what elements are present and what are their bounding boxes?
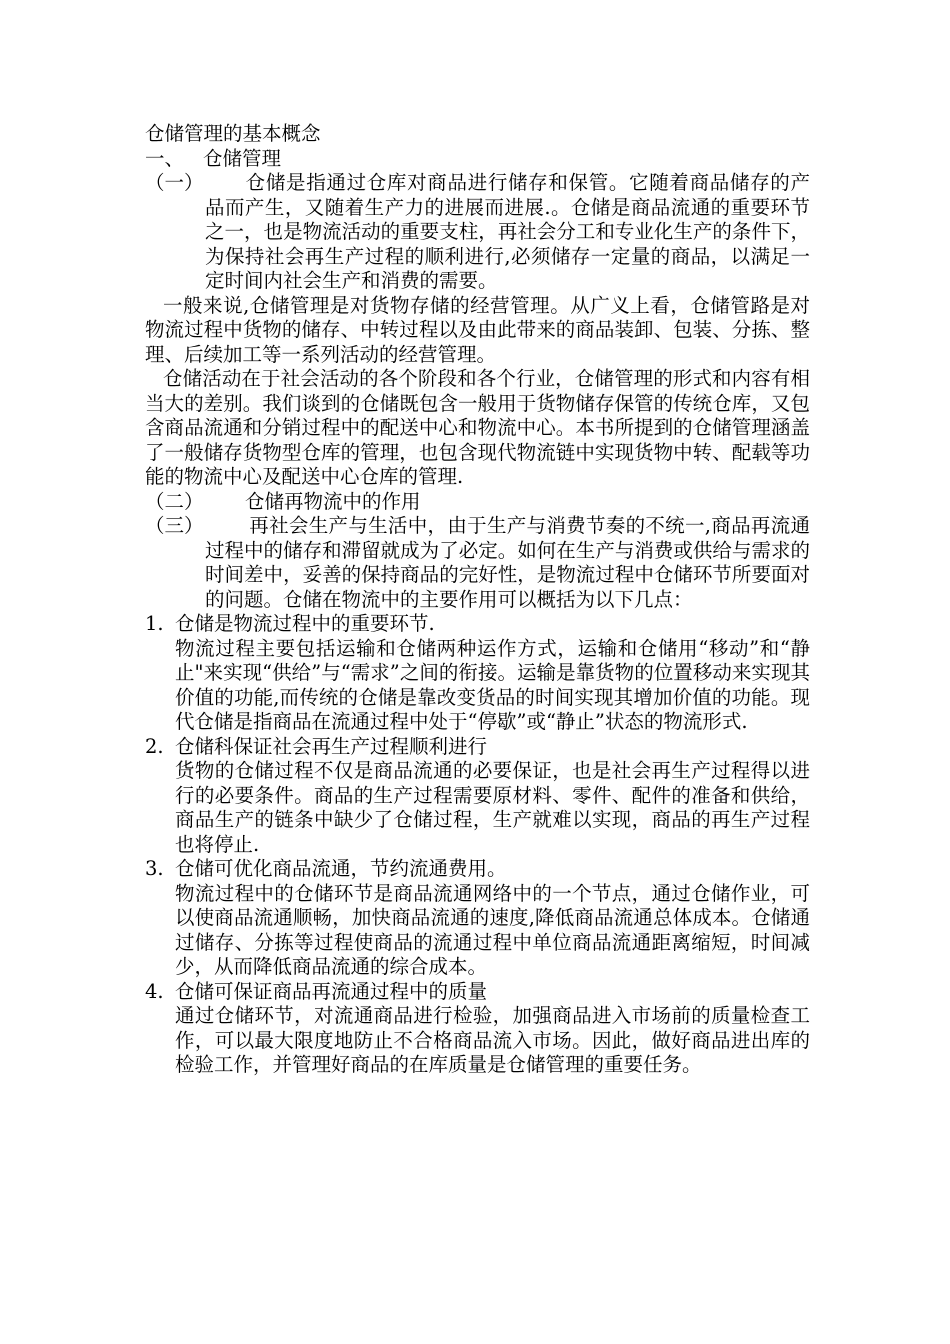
list-item (145, 735, 810, 858)
item-text: 仓储是指通过仓库对商品进行储存和保管。它随着商品储存的产品而产生，又随着生产力的进展而进展.。仓储是商品流通的重要环节之一，也是物流活动的重要支柱，再社会分工和专业化生产的条件下，为保持社会再生产过程的顺利进行,必须储存一定量的商品，以满足一定时间内社会生产和消费的需要。 (205, 171, 810, 292)
paragraph: 一般来说,仓储管理是对货物存储的经营管理。从广义上看，仓储管路是对物流过程中货物的储存、中转过程以及由此带来的商品装卸、包装、分拣、整理、后续加工等一系列活动的经营管理。 (145, 293, 810, 366)
list-heading: 仓储可优化商品流通，节约流通费用。 (175, 857, 507, 880)
item-marker: （二） (145, 489, 204, 513)
document-title: 仓储管理的基本概念 (145, 122, 321, 145)
list-heading: 仓储可保证商品再流通过程中的质量 (175, 979, 488, 1003)
document-page (145, 122, 810, 1078)
list-marker: 3. (145, 857, 164, 880)
paragraph: 仓储活动在于社会活动的各个阶段和各个行业，仓储管理的形式和内容有相当大的差别。我们谈到的仓储既包含一般用于货物储存保管的传统仓库，又包含商品流通和分销过程中的配送中心和物流中心。本书所提到的仓储管理涵盖了一般储存货物型仓库的管理，也包含现代物流链中实现货物中转、配载等功能的物流中心及配送中心仓库的管理. (145, 367, 810, 488)
list-heading: 仓储是物流过程中的重要环节. (175, 612, 435, 635)
list-heading: 仓储科保证社会再生产过程顺利进行 (175, 734, 488, 758)
item-text: 再社会生产与生活中，由于生产与消费节奏的不统一,商品再流通过程中的储存和滞留就成为了必定。如何在生产与消费或供给与需求的时间差中，妥善的保持商品的完好性，是物流过程中仓储环节所要面对的问题。仓储在物流中的主要作用可以概括为以下几点： (205, 514, 810, 611)
numbered-item-2 (145, 490, 810, 515)
list-body: 货物的仓储过程不仅是商品流通的必要保证，也是社会再生产过程得以进行的必要条件。商品的生产过程需要原材料、零件、配件的准备和供给，商品生产的链条中缺少了仓储过程，生产就难以实现，商品的再生产过程也将停止. (175, 759, 810, 856)
list-item (145, 980, 810, 1078)
section-heading (145, 147, 810, 172)
list-item (145, 857, 810, 980)
list-item (145, 612, 810, 735)
list-body: 物流过程主要包括运输和仓储两种运作方式，运输和仓储用“移动”和“静止"来实现“供给”与“需求”之间的衔接。运输是靠货物的位置移动来实现其价值的功能,而传统的仓储是靠改变货品的时间实现其增加价值的功能。现代仓储是指商品在流通过程中处于“停歇”或“静止”状态的物流形式. (175, 636, 810, 733)
item-marker: （一） (145, 171, 204, 194)
section-marker: 一、 (145, 146, 185, 170)
item-text: 仓储再物流中的作用 (245, 489, 421, 513)
numbered-item-1 (145, 171, 810, 294)
list-body: 通过仓储环节，对流通商品进行检验，加强商品进入市场前的质量检查工作，可以最大限度地防止不合格商品流入市场。因此，做好商品进出库的检验工作，并管理好商品的在库质量是仓储管理的重要任务。 (175, 1004, 810, 1076)
numbered-item-3 (145, 514, 810, 612)
list-marker: 1. (145, 612, 164, 635)
item-marker: （三） (145, 514, 204, 537)
list-body: 物流过程中的仓储环节是商品流通网络中的一个节点，通过仓储作业，可以使商品流通顺畅，加快商品流通的速度,降低商品流通总体成本。仓储通过储存、分拣等过程使商品的流通过程中单位商品流通距离缩短，时间减少，从而降低商品流通的综合成本。 (175, 881, 810, 978)
section-heading-text: 仓储管理 (203, 146, 282, 170)
list-marker: 2. (145, 734, 164, 758)
list-marker: 4. (145, 979, 164, 1003)
